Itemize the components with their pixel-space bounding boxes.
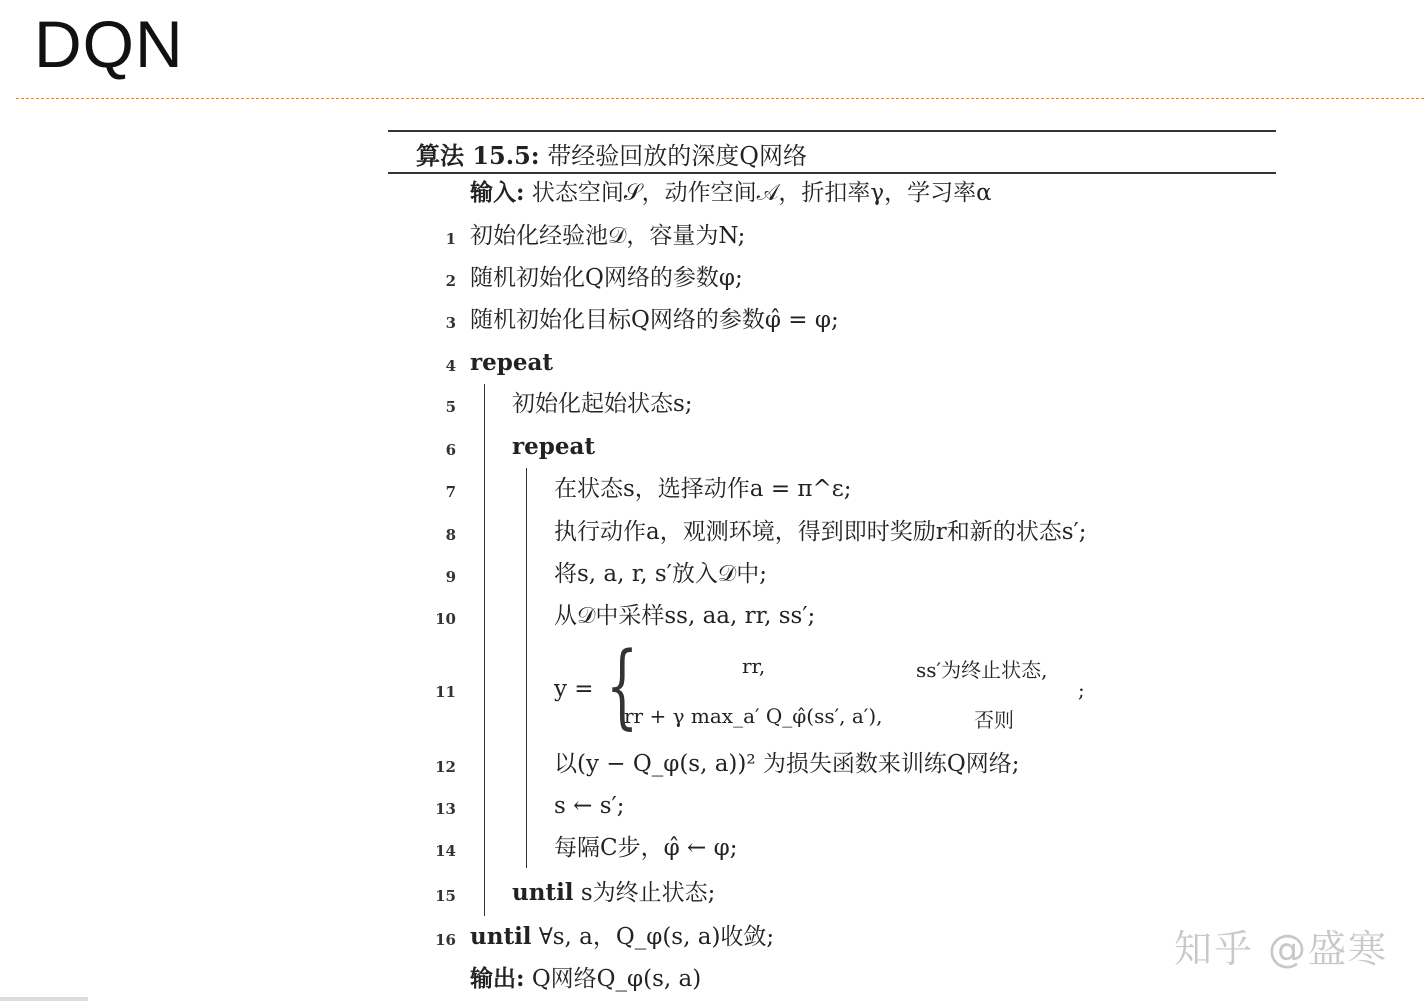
left-brace: {: [606, 632, 639, 739]
line-number: 14: [435, 842, 456, 860]
until-keyword: until: [512, 879, 574, 906]
case-2-condition: 否则: [974, 708, 1014, 732]
input-line: [470, 178, 992, 208]
line-number: 5: [445, 398, 456, 416]
case-terminator: ;: [1078, 678, 1085, 702]
line-number: 10: [435, 610, 456, 628]
line-number: 9: [445, 568, 456, 586]
top-rule: [388, 130, 1276, 132]
line-number: 7: [445, 483, 456, 501]
until-keyword: until: [470, 923, 532, 950]
bottom-edge-tab: [0, 997, 88, 1001]
dashed-divider: [16, 98, 1424, 99]
until-condition: s为终止状态;: [580, 880, 716, 906]
algorithm-line-11: y =: [554, 676, 594, 702]
caption-rule: [388, 172, 1276, 174]
line-number: 2: [445, 272, 456, 290]
algorithm-line-8: 执行动作a，观测环境，得到即时奖励r和新的状态s′;: [554, 519, 1087, 545]
algorithm-caption: [416, 136, 807, 171]
output-text: Q网络Q_φ(s, a): [531, 966, 702, 992]
line-number: 16: [435, 931, 456, 949]
case-2-value: rr + γ max_a′ Q_φ̂(ss′, a′),: [624, 704, 883, 728]
line-number: 4: [445, 357, 456, 375]
algorithm-line-1: 初始化经验池𝒟，容量为N;: [470, 223, 746, 249]
inner-loop-bar: [526, 468, 527, 868]
algorithm-line-5: 初始化起始状态s;: [512, 391, 693, 417]
output-line: [470, 964, 701, 994]
zhihu-watermark: 知乎 @盛寒: [1173, 927, 1388, 971]
algorithm-line-4-keyword: repeat: [470, 349, 553, 376]
algorithm-box: [388, 130, 1276, 1001]
algorithm-line-6-keyword: repeat: [512, 433, 595, 460]
line-number: 13: [435, 800, 456, 818]
algorithm-line-15: [512, 878, 715, 908]
algorithm-line-7: 在状态s，选择动作a = π^ε;: [554, 476, 852, 502]
case-1-value: rr,: [742, 654, 766, 678]
algorithm-line-16: [470, 922, 774, 952]
outer-loop-bar: [484, 384, 485, 534]
case-1-condition: ss′为终止状态,: [916, 658, 1048, 682]
input-text: 状态空间𝒮，动作空间𝒜，折扣率γ，学习率α: [531, 180, 992, 206]
line-number: 6: [445, 441, 456, 459]
algorithm-line-10: 从𝒟中采样ss, aa, rr, ss′;: [554, 603, 816, 629]
caption-label: 算法 15.5:: [416, 141, 540, 170]
line-number: 12: [435, 758, 456, 776]
caption-text: 带经验回放的深度Q网络: [547, 142, 807, 170]
algorithm-line-12: 以(y − Q_φ(s, a))² 为损失函数来训练Q网络;: [554, 751, 1020, 777]
line-number: 3: [445, 314, 456, 332]
algorithm-line-3: 随机初始化目标Q网络的参数φ̂ = φ;: [470, 307, 839, 333]
algorithm-line-2: 随机初始化Q网络的参数φ;: [470, 265, 743, 291]
algorithm-line-14: 每隔C步，φ̂ ← φ;: [554, 835, 738, 861]
algorithm-line-13: s ← s′;: [554, 793, 625, 819]
line-number: 11: [435, 683, 456, 701]
output-label: 输出:: [470, 965, 525, 992]
line-number: 1: [445, 230, 456, 248]
line-number: 8: [445, 526, 456, 544]
input-label: 输入:: [470, 179, 525, 206]
until-condition: ∀s, a，Q_φ(s, a)收敛;: [538, 924, 775, 950]
algorithm-line-9: 将s, a, r, s′放入𝒟中;: [554, 561, 767, 587]
line-number: 15: [435, 887, 456, 905]
outer-loop-bar: [484, 534, 485, 916]
slide-title: DQN: [34, 7, 184, 81]
